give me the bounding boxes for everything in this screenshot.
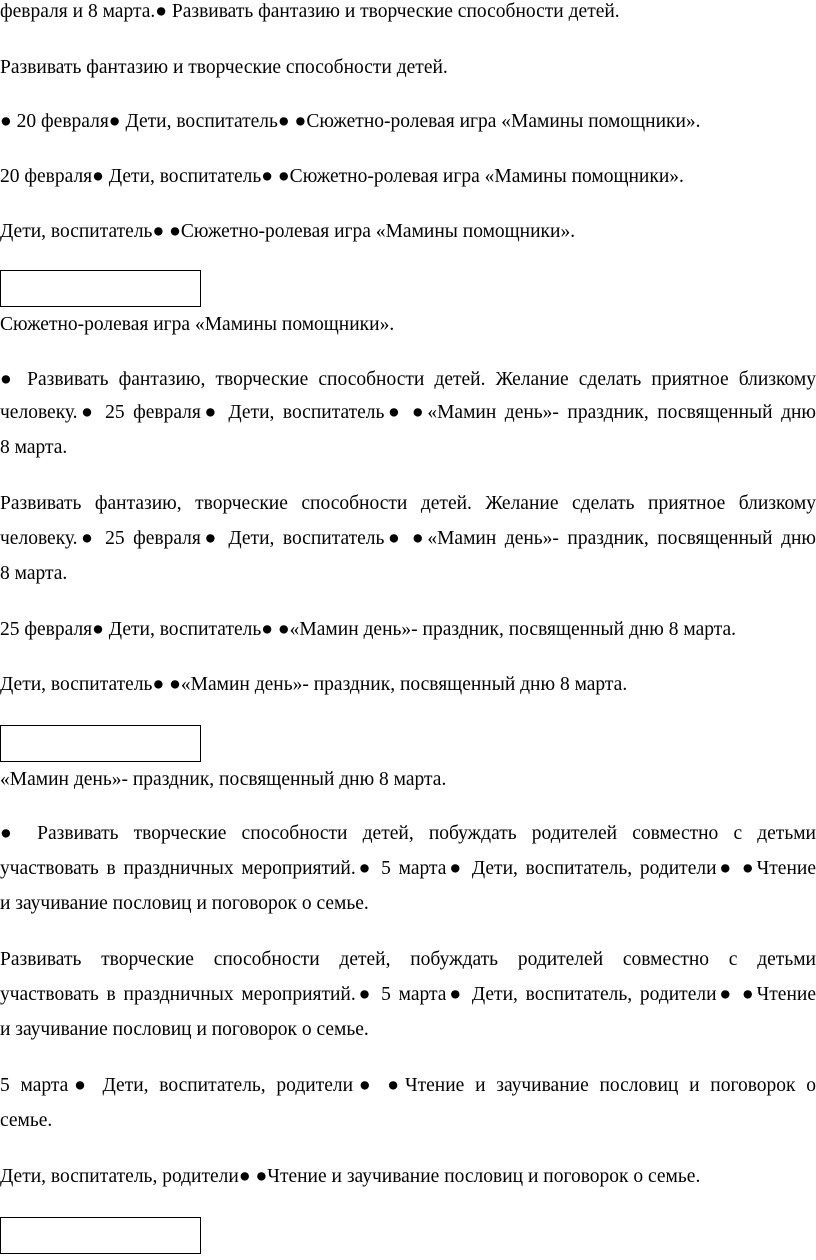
text-line: и заучивание пословиц и поговорок о семье. <box>0 1019 369 1040</box>
empty-box <box>0 270 201 307</box>
text-line: Сюжетно-ролевая игра «Мамины помощники». <box>0 314 395 335</box>
text-line: 20 февраля● Дети, воспитатель● ●Сюжетно-ролевая игра «Мамины помощники». <box>0 166 684 187</box>
text-line: Дети, воспитатель● ●«Мамин день»- праздник, посвященный дню 8 марта. <box>0 674 628 695</box>
text-line: ● Развивать фантазию, творческие способности детей. Желание сделать приятное близкому <box>0 369 816 390</box>
empty-box <box>0 1217 201 1254</box>
text-line: и заучивание пословиц и поговорок о семье. <box>0 893 369 914</box>
text-line: человеку.● 25 февраля● Дети, воспитатель● ●«Мамин день»- праздник, посвященный дню <box>0 528 816 549</box>
text-line: Развивать творческие способности детей, побуждать родителей совместно с детьми <box>0 949 816 970</box>
text-line: ● Развивать творческие способности детей, побуждать родителей совместно с детьми <box>0 823 816 844</box>
text-line: участвовать в праздничных мероприятий.● 5 марта● Дети, воспитатель, родители● ●Чтение <box>0 984 816 1005</box>
text-line: 8 марта. <box>0 563 68 584</box>
text-line: Развивать фантазию и творческие способности детей. <box>0 57 448 78</box>
text-line: 5 марта● Дети, воспитатель, родители● ●Чтение и заучивание пословиц и поговорок о <box>0 1075 816 1096</box>
text-line: 25 февраля● Дети, воспитатель● ●«Мамин день»- праздник, посвященный дню 8 марта. <box>0 619 737 640</box>
text-line: семье. <box>0 1110 53 1131</box>
text-line: февраля и 8 марта.● Развивать фантазию и творческие способности детей. <box>0 1 620 22</box>
text-line: Дети, воспитатель● ●Сюжетно-ролевая игра «Мамины помощники». <box>0 221 576 242</box>
empty-box <box>0 725 201 762</box>
text-line: ● 20 февраля● Дети, воспитатель● ●Сюжетно-ролевая игра «Мамины помощники». <box>0 111 701 132</box>
text-line: человеку.● 25 февраля● Дети, воспитатель● ●«Мамин день»- праздник, посвященный дню <box>0 402 816 423</box>
text-line: Дети, воспитатель, родители● ●Чтение и заучивание пословиц и поговорок о семье. <box>0 1166 701 1187</box>
text-line: участвовать в праздничных мероприятий.● 5 марта● Дети, воспитатель, родители● ●Чтение <box>0 858 816 879</box>
text-line: «Мамин день»- праздник, посвященный дню 8 марта. <box>0 769 447 790</box>
text-line: Развивать фантазию, творческие способности детей. Желание сделать приятное близкому <box>0 493 816 514</box>
text-line: 8 марта. <box>0 437 68 458</box>
